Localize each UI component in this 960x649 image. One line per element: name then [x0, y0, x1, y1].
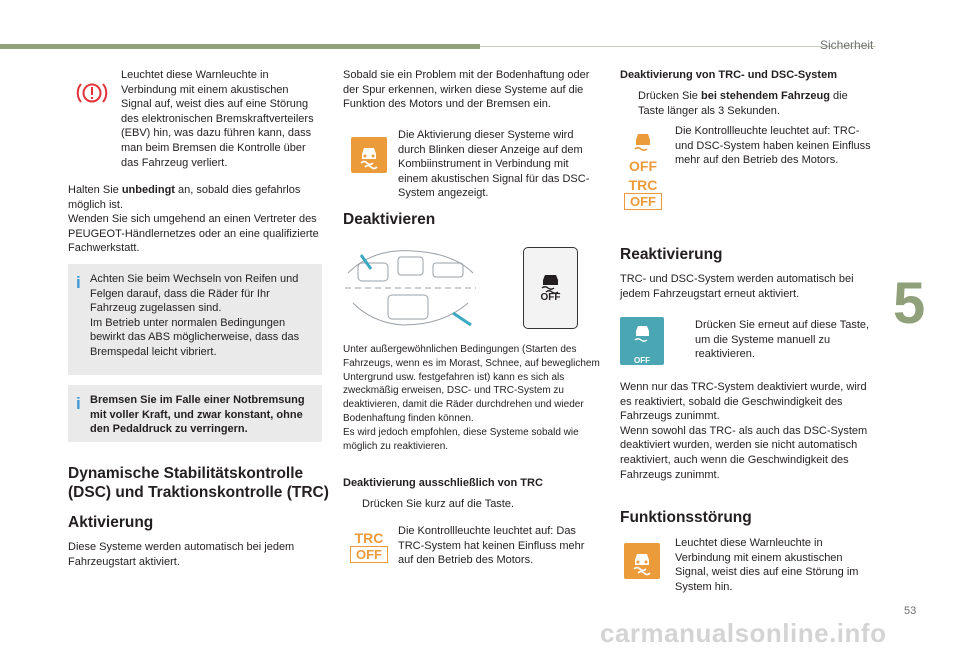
heading-reactivation: Reaktivierung	[620, 246, 723, 263]
trc-bullet-text: Drücken Sie kurz auf die Taste.	[362, 498, 515, 510]
section-title: Sicherheit	[820, 38, 874, 52]
chapter-number: 5	[893, 271, 926, 336]
reactivation-text: TRC- und DSC-System werden automatisch bei jedem Fahrzeugstart erneut aktiviert.	[620, 273, 854, 300]
dsc-off-button[interactable]	[523, 247, 578, 329]
dsc-off-button-icon: OFF	[620, 317, 664, 365]
heading-trc-dsc-deactivation: Deaktivierung von TRC- und DSC-System	[620, 69, 837, 81]
note-marker-icon: i	[76, 394, 81, 413]
brake-warning-icon	[75, 78, 109, 108]
info-note-tyres: i Achten Sie beim Wechseln von Reifen und Felgen darauf, dass die Räder für Ihr Fahrzeug zugelassen sind. Im Betrieb unter normalen Bedingungen bewirkt das ABS möglicherweise, dass das Bremspedal leicht vibriert.	[68, 264, 322, 375]
dealer-instruction: Wenden Sie sich umgehend an einen Vertreter des PEUGEOT-Händlernetzes oder an eine qualifizierte Fachwerkstatt.	[68, 213, 319, 255]
stop-instruction: Halten Sie unbedingt an, sobald dies gefahrlos möglich ist. Wenden Sie sich umgehend an einen Vertreter des PEUGEOT-Händlernetzes oder an eine qualifizierte Fachwerkstatt.	[68, 183, 323, 256]
trc-off-lamp-icon: TRC OFF	[624, 178, 662, 212]
note-marker-icon: i	[76, 273, 81, 292]
heading-fault: Funktionsstörung	[620, 509, 752, 526]
dsc-off-symbol-icon	[524, 264, 577, 314]
intro-text: Sobald sie ein Problem mit der Bodenhaftung oder der Spur erkennen, wirken diese Systeme auf die Funktion des Motors und der Bremsen ein.	[343, 69, 590, 111]
deactivate-text: Unter außergewöhnlichen Bedingungen (Starten des Fahrzeugs, wenn es im Morast, Schnee, auf beweglichem Untergrund usw. festgefahren ist) kann es sich als zweckmäßig erweisen, DSC- und TRC-System zu deaktivieren, damit die Räder durchdrehen und wieder Bodenhaftung finden können. Es wird jedoch empfohlen, diese Systeme sobald wie möglich zu reaktivieren.	[343, 344, 600, 452]
trc-off-lamp-icon: TRC OFF	[350, 531, 388, 565]
trc-lamp-text: Die Kontrollleuchte leuchtet auf: Das TRC-System hat keinen Einfluss mehr auf den Betrieb des Motors.	[398, 525, 585, 567]
heading-deactivate: Deaktivieren	[343, 211, 436, 228]
reactivation-details: Wenn nur das TRC-System deaktiviert wurde, wird es reaktiviert, sobald die Geschwindigkeit des Fahrzeugs zunimmt. Wenn sowohl das TRC- als auch das DSC-System deaktiviert wurden, werden sie nicht automatisch reaktiviert, auch wenn die Geschwindigkeit des Fahrzeugs zunimmt.	[620, 381, 868, 481]
footer-watermark: carmanualsonline.info	[600, 618, 887, 648]
dashboard-illustration	[343, 243, 478, 331]
header-rule	[480, 46, 876, 47]
brake-warning-text: Leuchtet diese Warnleuchte in Verbindung mit einem akustischen Signal auf, weist dies auf eine Störung des elektronischen Bremskraftverteilers (EBV) hin, was dazu führen kann, dass man beim Bremsen die Kontrolle über das Fahrzeug verliert.	[121, 69, 314, 169]
reactivation-bullet-text: Drücken Sie erneut auf diese Taste, um die Systeme manuell zu reaktivieren.	[695, 319, 870, 361]
fault-text: Leuchtet diese Warnleuchte in Verbindung mit einem akustischen Signal, weist dies auf eine Störung im System hin.	[675, 537, 859, 593]
trc-dsc-lamp-text: Die Kontrollleuchte leuchtet auf: TRC- und DSC-System haben keinen Einfluss mehr auf den Betrieb des Motors.	[675, 125, 871, 167]
heading-activation: Aktivierung	[68, 514, 154, 531]
heading-dsc-trc: Dynamische Stabilitätskontrolle (DSC) und Traktionskontrolle (TRC)	[68, 465, 329, 501]
info-note-emergency-braking: i Bremsen Sie im Falle einer Notbremsung mit voller Kraft, und zwar konstant, ohne den Pedaldruck zu verringern.	[68, 385, 322, 442]
activation-text: Diese Systeme werden automatisch bei jedem Fahrzeugstart aktiviert.	[68, 541, 295, 568]
dsc-off-button-label: OFF	[540, 292, 561, 303]
dsc-lamp-text: Die Aktivierung dieser Systeme wird durch Blinken dieser Anzeige auf dem Kombiinstrument in Verbindung mit einem akustischen Signal für das DSC-System angezeigt.	[398, 129, 590, 200]
dsc-off-lamp-icon: OFF	[624, 128, 662, 168]
dsc-fault-lamp-icon	[624, 543, 660, 579]
dsc-lamp-icon	[351, 137, 387, 173]
heading-trc-only: Deaktivierung ausschließlich von TRC	[343, 477, 543, 489]
header-accent-bar	[0, 44, 480, 49]
trc-dsc-bullet-text: Drücken Sie bei stehendem Fahrzeug die Taste länger als 3 Sekunden.	[638, 90, 848, 117]
page-number: 53	[904, 605, 917, 617]
